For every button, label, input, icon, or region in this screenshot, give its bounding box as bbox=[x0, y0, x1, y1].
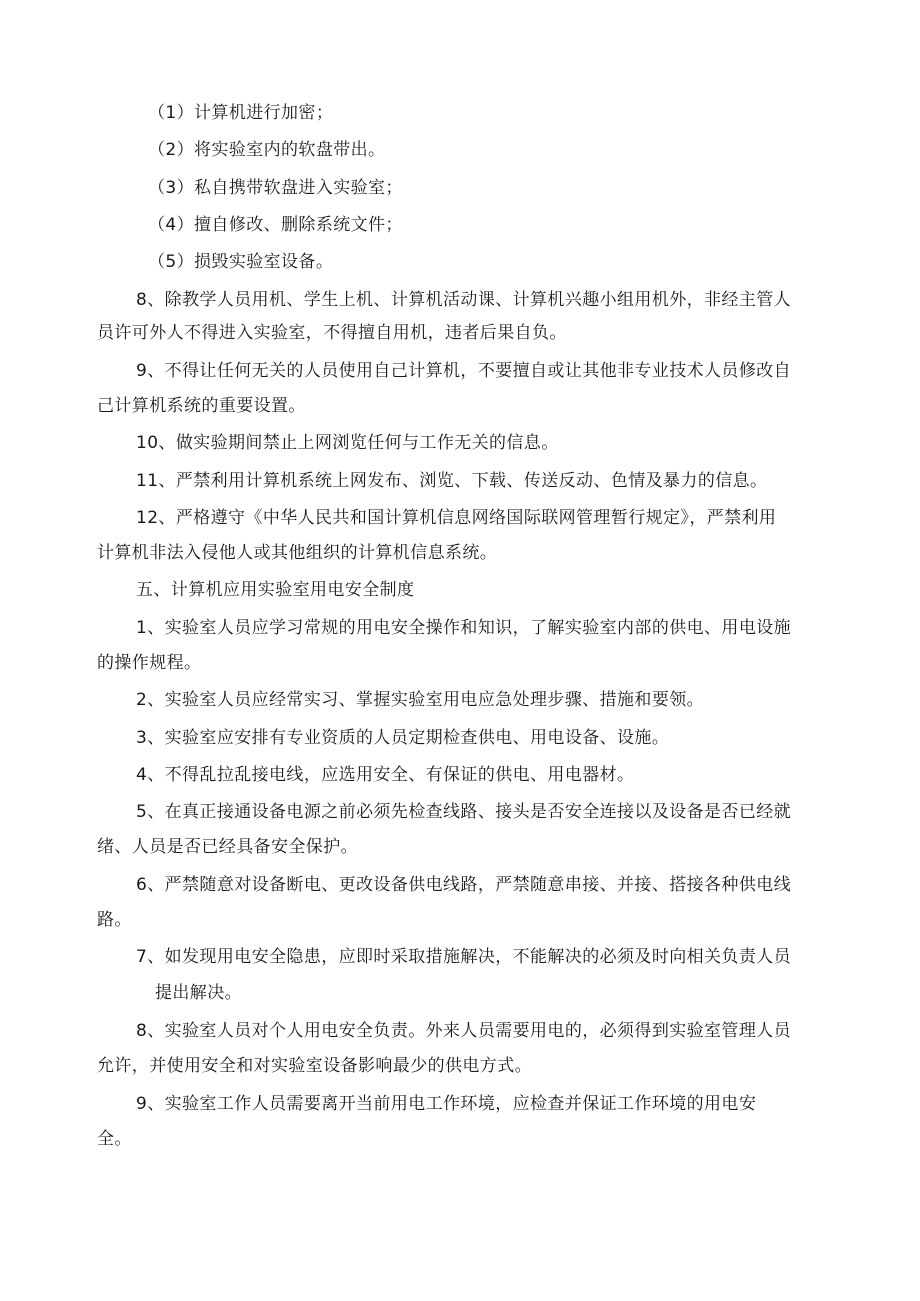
power-rule-9-line-1: 9、实验室工作人员需要离开当前用电工作环境，应检查并保证工作环境的用电安 bbox=[136, 1094, 757, 1114]
list-item-3-floppy-in: （3）私自携带软盘进入实验室； bbox=[148, 178, 403, 198]
power-rule-4: 4、不得乱拉乱接电线，应选用安全、有保证的供电、用电器材。 bbox=[136, 765, 635, 785]
power-rule-3: 3、实验室应安排有专业资质的人员定期检查供电、用电设备、设施。 bbox=[136, 728, 670, 748]
power-rule-6-line-1: 6、严禁随意对设备断电、更改设备供电线路，严禁随意串接、并接、搭接各种供电线 bbox=[136, 875, 792, 895]
power-rule-1-line-1: 1、实验室人员应学习常规的用电安全操作和知识，了解实验室内部的供电、用电设施 bbox=[136, 618, 792, 638]
power-rule-1-line-2: 的操作规程。 bbox=[97, 653, 202, 673]
list-item-4-modify-files: （4）擅自修改、删除系统文件； bbox=[148, 215, 403, 235]
power-rule-5-line-2: 绪、人员是否已经具备安全保护。 bbox=[97, 837, 358, 857]
power-rule-7-line-1: 7、如发现用电安全隐患，应即时采取措施解决，不能解决的必须及时向相关负责人员 bbox=[136, 947, 792, 967]
rule-12-line-2: 计算机非法入侵他人或其他组织的计算机信息系统。 bbox=[97, 543, 498, 563]
rule-8-line-1: 8、除教学人员用机、学生上机、计算机活动课、计算机兴趣小组用机外，非经主管人 bbox=[136, 290, 792, 310]
section-heading-5: 五、计算机应用实验室用电安全制度 bbox=[136, 580, 415, 600]
power-rule-8-line-1: 8、实验室人员对个人用电安全负责。外来人员需要用电的，必须得到实验室管理人员 bbox=[136, 1021, 792, 1041]
power-rule-5-line-1: 5、在真正接通设备电源之前必须先检查线路、接头是否安全连接以及设备是否已经就 bbox=[136, 802, 792, 822]
rule-9-line-1: 9、不得让任何无关的人员使用自己计算机，不要擅自或让其他非专业技术人员修改自 bbox=[136, 361, 792, 381]
rule-12-line-1: 12、严格遵守《中华人民共和国计算机信息网络国际联网管理暂行规定》，严禁利用 bbox=[136, 508, 777, 528]
power-rule-9-line-2: 全。 bbox=[97, 1129, 132, 1149]
power-rule-6-line-2: 路。 bbox=[97, 910, 132, 930]
rule-11: 11、严禁利用计算机系统上网发布、浏览、下载、传送反动、色情及暴力的信息。 bbox=[136, 471, 768, 491]
power-rule-8-line-2: 允许，并使用安全和对实验室设备影响最少的供电方式。 bbox=[97, 1056, 532, 1076]
rule-8-line-2: 员许可外人不得进入实验室，不得擅自用机，违者后果自负。 bbox=[97, 323, 567, 343]
power-rule-2: 2、实验室人员应经常实习、掌握实验室用电应急处理步骤、措施和要领。 bbox=[136, 690, 705, 710]
list-item-1-encrypt: （1）计算机进行加密； bbox=[148, 103, 334, 123]
list-item-5-damage: （5）损毁实验室设备。 bbox=[148, 252, 334, 272]
list-item-2-floppy-out: （2）将实验室内的软盘带出。 bbox=[148, 140, 386, 160]
rule-10: 10、做实验期间禁止上网浏览任何与工作无关的信息。 bbox=[136, 433, 559, 453]
rule-9-line-2: 己计算机系统的重要设置。 bbox=[97, 396, 306, 416]
power-rule-7-line-2: 提出解决。 bbox=[155, 983, 242, 1003]
